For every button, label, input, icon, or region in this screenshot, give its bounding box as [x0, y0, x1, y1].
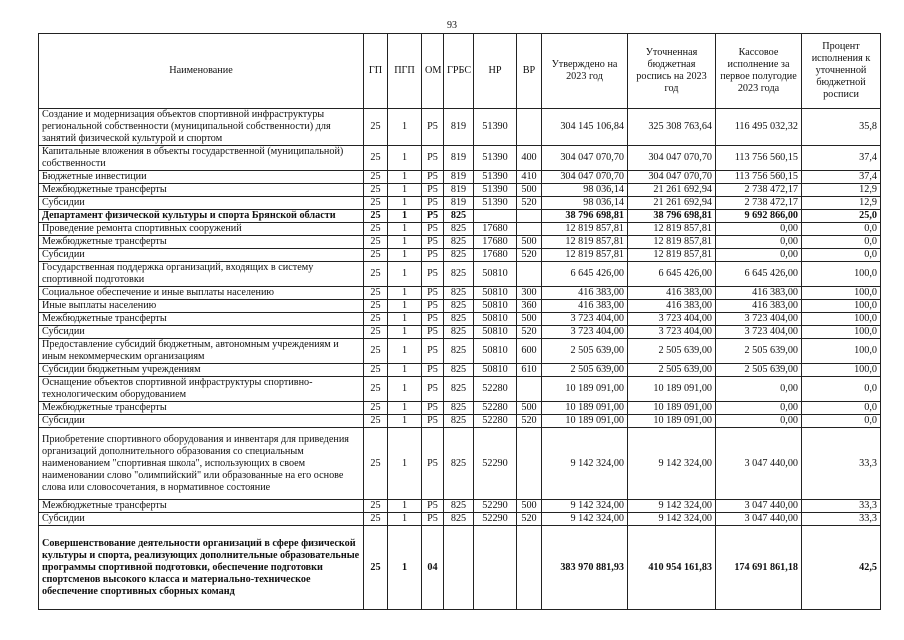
row-percent: 37,4 — [802, 146, 881, 171]
row-np: 51390 — [474, 197, 517, 210]
row-cash: 2 505 639,00 — [716, 364, 802, 377]
row-vr: 520 — [517, 415, 542, 428]
row-cash: 0,00 — [716, 249, 802, 262]
row-gp: 25 — [364, 109, 388, 146]
row-grbs: 825 — [444, 236, 474, 249]
row-name: Приобретение спортивного оборудования и инвентаря для приведения организаций дополнительного образования со специальным наименованием "спортивная школа", использующих в своем наименовании слово "олимпийский" или образованные на его основе слова или словосочетания, в нормативное состояние — [39, 428, 364, 500]
row-om: Р5 — [422, 377, 444, 402]
row-grbs: 825 — [444, 339, 474, 364]
table-row — [39, 326, 881, 339]
row-percent: 100,0 — [802, 313, 881, 326]
row-np: 50810 — [474, 364, 517, 377]
row-gp: 25 — [364, 184, 388, 197]
row-grbs: 825 — [444, 415, 474, 428]
header-grbs: ГРБС — [444, 34, 474, 109]
row-vr — [517, 210, 542, 223]
row-gp: 25 — [364, 236, 388, 249]
row-ppgp: 1 — [388, 287, 422, 300]
row-vr: 300 — [517, 287, 542, 300]
row-gp: 25 — [364, 249, 388, 262]
row-approved: 98 036,14 — [542, 184, 628, 197]
row-grbs: 825 — [444, 300, 474, 313]
table-row — [39, 415, 881, 428]
row-ppgp: 1 — [388, 236, 422, 249]
row-ppgp: 1 — [388, 109, 422, 146]
table-row — [39, 402, 881, 415]
row-np: 52290 — [474, 428, 517, 500]
row-name: Межбюджетные трансферты — [39, 313, 364, 326]
row-om: Р5 — [422, 197, 444, 210]
header-approved: Утверждено на 2023 год — [542, 34, 628, 109]
row-np: 50810 — [474, 339, 517, 364]
row-grbs: 825 — [444, 287, 474, 300]
table-row — [39, 428, 881, 500]
row-approved: 6 645 426,00 — [542, 262, 628, 287]
row-vr: 410 — [517, 171, 542, 184]
row-grbs: 819 — [444, 171, 474, 184]
row-approved: 10 189 091,00 — [542, 402, 628, 415]
row-om: Р5 — [422, 262, 444, 287]
table-row — [39, 184, 881, 197]
row-om: Р5 — [422, 402, 444, 415]
row-percent: 0,0 — [802, 402, 881, 415]
row-om: Р5 — [422, 300, 444, 313]
row-cash: 113 756 560,15 — [716, 171, 802, 184]
row-grbs: 819 — [444, 109, 474, 146]
table-row — [39, 171, 881, 184]
row-revised: 9 142 324,00 — [628, 513, 716, 526]
row-vr — [517, 262, 542, 287]
row-revised: 410 954 161,83 — [628, 526, 716, 610]
row-revised: 416 383,00 — [628, 300, 716, 313]
row-revised: 3 723 404,00 — [628, 326, 716, 339]
row-revised: 38 796 698,81 — [628, 210, 716, 223]
header-vr: ВР — [517, 34, 542, 109]
row-revised: 304 047 070,70 — [628, 146, 716, 171]
row-np: 51390 — [474, 184, 517, 197]
row-grbs — [444, 526, 474, 610]
row-ppgp: 1 — [388, 428, 422, 500]
row-cash: 0,00 — [716, 415, 802, 428]
row-om: Р5 — [422, 249, 444, 262]
row-np: 52280 — [474, 377, 517, 402]
row-percent: 0,0 — [802, 377, 881, 402]
row-ppgp: 1 — [388, 197, 422, 210]
header-percent: Процент исполнения к уточненной бюджетной росписи — [802, 34, 881, 109]
row-ppgp: 1 — [388, 364, 422, 377]
row-vr: 520 — [517, 326, 542, 339]
header-gp: ГП — [364, 34, 388, 109]
row-ppgp: 1 — [388, 171, 422, 184]
row-gp: 25 — [364, 287, 388, 300]
row-name: Совершенствование деятельности организаций в сфере физической культуры и спорта, реализующих дополнительные образовательные программы спортивной подготовки, обеспечение подготовки спортсменов высокого класса и материально-техническое обеспечение спортивных сборных команд — [39, 526, 364, 610]
row-name: Создание и модернизация объектов спортивной инфраструктуры региональной собственности (муниципальной собственности) для занятий физической культурой и спортом — [39, 109, 364, 146]
header-name: Наименование — [39, 34, 364, 109]
row-name: Оснащение объектов спортивной инфраструктуры спортивно-технологическим оборудованием — [39, 377, 364, 402]
row-revised: 9 142 324,00 — [628, 500, 716, 513]
row-om: Р5 — [422, 287, 444, 300]
row-percent: 0,0 — [802, 415, 881, 428]
row-grbs: 825 — [444, 313, 474, 326]
row-grbs: 825 — [444, 428, 474, 500]
row-np: 17680 — [474, 236, 517, 249]
row-cash: 0,00 — [716, 236, 802, 249]
row-ppgp: 1 — [388, 326, 422, 339]
row-gp: 25 — [364, 262, 388, 287]
table-row — [39, 109, 881, 146]
row-om: Р5 — [422, 236, 444, 249]
row-name: Межбюджетные трансферты — [39, 402, 364, 415]
row-cash: 416 383,00 — [716, 287, 802, 300]
row-grbs: 825 — [444, 513, 474, 526]
row-cash: 9 692 866,00 — [716, 210, 802, 223]
row-vr: 500 — [517, 184, 542, 197]
row-ppgp: 1 — [388, 513, 422, 526]
row-approved: 3 723 404,00 — [542, 313, 628, 326]
row-approved: 98 036,14 — [542, 197, 628, 210]
row-ppgp: 1 — [388, 249, 422, 262]
row-np: 52280 — [474, 402, 517, 415]
row-om: Р5 — [422, 513, 444, 526]
row-np: 50810 — [474, 313, 517, 326]
row-np: 51390 — [474, 171, 517, 184]
row-ppgp: 1 — [388, 184, 422, 197]
table-row — [39, 249, 881, 262]
row-np: 52280 — [474, 415, 517, 428]
table-row — [39, 339, 881, 364]
table-row — [39, 364, 881, 377]
row-percent: 33,3 — [802, 428, 881, 500]
row-np: 17680 — [474, 249, 517, 262]
row-gp: 25 — [364, 402, 388, 415]
row-vr — [517, 428, 542, 500]
row-vr — [517, 109, 542, 146]
row-name: Капитальные вложения в объекты государственной (муниципальной) собственности — [39, 146, 364, 171]
row-percent: 12,9 — [802, 197, 881, 210]
row-approved: 304 145 106,84 — [542, 109, 628, 146]
row-gp: 25 — [364, 146, 388, 171]
row-name: Межбюджетные трансферты — [39, 184, 364, 197]
header-cash: Кассовое исполнение за первое полугодие 2023 года — [716, 34, 802, 109]
row-revised: 325 308 763,64 — [628, 109, 716, 146]
row-vr — [517, 526, 542, 610]
table-row — [39, 236, 881, 249]
row-name: Субсидии — [39, 415, 364, 428]
row-gp: 25 — [364, 210, 388, 223]
row-cash: 174 691 861,18 — [716, 526, 802, 610]
page-number: 93 — [447, 20, 457, 31]
row-revised: 2 505 639,00 — [628, 364, 716, 377]
row-percent: 33,3 — [802, 513, 881, 526]
header-om: ОМ — [422, 34, 444, 109]
table-row — [39, 377, 881, 402]
row-vr — [517, 377, 542, 402]
row-revised: 3 723 404,00 — [628, 313, 716, 326]
row-gp: 25 — [364, 513, 388, 526]
row-gp: 25 — [364, 223, 388, 236]
row-percent: 33,3 — [802, 500, 881, 513]
row-percent: 37,4 — [802, 171, 881, 184]
row-revised: 416 383,00 — [628, 287, 716, 300]
row-name: Социальное обеспечение и иные выплаты населению — [39, 287, 364, 300]
row-cash: 0,00 — [716, 402, 802, 415]
row-grbs: 819 — [444, 146, 474, 171]
row-vr: 360 — [517, 300, 542, 313]
row-cash: 2 738 472,17 — [716, 184, 802, 197]
row-percent: 35,8 — [802, 109, 881, 146]
row-om: Р5 — [422, 500, 444, 513]
row-om: Р5 — [422, 146, 444, 171]
row-vr: 400 — [517, 146, 542, 171]
row-ppgp: 1 — [388, 500, 422, 513]
row-cash: 2 505 639,00 — [716, 339, 802, 364]
row-vr: 500 — [517, 500, 542, 513]
row-ppgp: 1 — [388, 415, 422, 428]
row-percent: 100,0 — [802, 300, 881, 313]
row-np: 52290 — [474, 500, 517, 513]
row-revised: 6 645 426,00 — [628, 262, 716, 287]
row-revised: 304 047 070,70 — [628, 171, 716, 184]
row-om: Р5 — [422, 223, 444, 236]
row-om: Р5 — [422, 109, 444, 146]
row-name: Проведение ремонта спортивных сооружений — [39, 223, 364, 236]
row-approved: 9 142 324,00 — [542, 428, 628, 500]
header-np: НР — [474, 34, 517, 109]
row-ppgp: 1 — [388, 223, 422, 236]
row-vr: 610 — [517, 364, 542, 377]
row-cash: 113 756 560,15 — [716, 146, 802, 171]
row-revised: 21 261 692,94 — [628, 184, 716, 197]
row-np — [474, 526, 517, 610]
row-grbs: 819 — [444, 197, 474, 210]
row-approved: 12 819 857,81 — [542, 249, 628, 262]
row-cash: 116 495 032,32 — [716, 109, 802, 146]
row-name: Субсидии — [39, 513, 364, 526]
row-approved: 2 505 639,00 — [542, 339, 628, 364]
row-ppgp: 1 — [388, 402, 422, 415]
row-ppgp: 1 — [388, 339, 422, 364]
row-om: Р5 — [422, 171, 444, 184]
row-om: Р5 — [422, 210, 444, 223]
row-revised: 9 142 324,00 — [628, 428, 716, 500]
row-vr: 520 — [517, 513, 542, 526]
table-body — [39, 109, 881, 610]
row-cash: 0,00 — [716, 377, 802, 402]
row-cash: 0,00 — [716, 223, 802, 236]
row-percent: 100,0 — [802, 364, 881, 377]
row-gp: 25 — [364, 377, 388, 402]
row-gp: 25 — [364, 339, 388, 364]
row-ppgp: 1 — [388, 262, 422, 287]
row-om: Р5 — [422, 326, 444, 339]
table-row — [39, 146, 881, 171]
row-om: Р5 — [422, 184, 444, 197]
table-row — [39, 313, 881, 326]
row-np: 50810 — [474, 300, 517, 313]
row-approved: 3 723 404,00 — [542, 326, 628, 339]
row-gp: 25 — [364, 415, 388, 428]
row-approved: 416 383,00 — [542, 287, 628, 300]
row-revised: 10 189 091,00 — [628, 402, 716, 415]
row-name: Субсидии бюджетным учреждениям — [39, 364, 364, 377]
table-row — [39, 526, 881, 610]
row-name: Государственная поддержка организаций, входящих в систему спортивной подготовки — [39, 262, 364, 287]
row-name: Департамент физической культуры и спорта Брянской области — [39, 210, 364, 223]
row-percent: 0,0 — [802, 249, 881, 262]
row-cash: 6 645 426,00 — [716, 262, 802, 287]
row-approved: 10 189 091,00 — [542, 377, 628, 402]
budget-table — [38, 33, 881, 610]
table-row — [39, 287, 881, 300]
row-gp: 25 — [364, 197, 388, 210]
row-om: Р5 — [422, 364, 444, 377]
row-ppgp: 1 — [388, 146, 422, 171]
row-np: 52290 — [474, 513, 517, 526]
row-vr — [517, 223, 542, 236]
row-cash: 3 047 440,00 — [716, 428, 802, 500]
row-approved: 383 970 881,93 — [542, 526, 628, 610]
row-cash: 2 738 472,17 — [716, 197, 802, 210]
row-name: Субсидии — [39, 197, 364, 210]
row-vr: 520 — [517, 249, 542, 262]
row-grbs: 825 — [444, 223, 474, 236]
row-percent: 25,0 — [802, 210, 881, 223]
row-percent: 12,9 — [802, 184, 881, 197]
row-approved: 12 819 857,81 — [542, 236, 628, 249]
row-approved: 9 142 324,00 — [542, 513, 628, 526]
row-ppgp: 1 — [388, 210, 422, 223]
row-approved: 12 819 857,81 — [542, 223, 628, 236]
row-vr: 500 — [517, 402, 542, 415]
table-row — [39, 300, 881, 313]
row-revised: 10 189 091,00 — [628, 377, 716, 402]
row-om: Р5 — [422, 428, 444, 500]
table-row — [39, 223, 881, 236]
row-np: 50810 — [474, 262, 517, 287]
row-cash: 3 047 440,00 — [716, 513, 802, 526]
row-np: 51390 — [474, 109, 517, 146]
row-om: Р5 — [422, 415, 444, 428]
row-approved: 38 796 698,81 — [542, 210, 628, 223]
row-ppgp: 1 — [388, 377, 422, 402]
row-grbs: 825 — [444, 364, 474, 377]
row-grbs: 825 — [444, 402, 474, 415]
row-percent: 100,0 — [802, 287, 881, 300]
row-name: Межбюджетные трансферты — [39, 236, 364, 249]
row-name: Межбюджетные трансферты — [39, 500, 364, 513]
row-om: 04 — [422, 526, 444, 610]
row-grbs: 819 — [444, 184, 474, 197]
row-np: 50810 — [474, 287, 517, 300]
row-approved: 304 047 070,70 — [542, 171, 628, 184]
row-om: Р5 — [422, 313, 444, 326]
row-np: 51390 — [474, 146, 517, 171]
row-ppgp: 1 — [388, 526, 422, 610]
row-percent: 0,0 — [802, 236, 881, 249]
row-revised: 12 819 857,81 — [628, 249, 716, 262]
row-percent: 100,0 — [802, 262, 881, 287]
row-np: 17680 — [474, 223, 517, 236]
row-gp: 25 — [364, 326, 388, 339]
row-approved: 304 047 070,70 — [542, 146, 628, 171]
row-name: Иные выплаты населению — [39, 300, 364, 313]
row-vr: 500 — [517, 313, 542, 326]
table-row — [39, 500, 881, 513]
row-grbs: 825 — [444, 500, 474, 513]
table-header-row — [39, 34, 881, 109]
row-revised: 21 261 692,94 — [628, 197, 716, 210]
row-cash: 416 383,00 — [716, 300, 802, 313]
table-row — [39, 210, 881, 223]
row-name: Предоставление субсидий бюджетным, автономным учреждениям и иным некоммерческим организациям — [39, 339, 364, 364]
row-grbs: 825 — [444, 249, 474, 262]
row-np — [474, 210, 517, 223]
row-vr: 500 — [517, 236, 542, 249]
row-gp: 25 — [364, 500, 388, 513]
row-np: 50810 — [474, 326, 517, 339]
row-gp: 25 — [364, 526, 388, 610]
row-gp: 25 — [364, 364, 388, 377]
row-ppgp: 1 — [388, 300, 422, 313]
row-gp: 25 — [364, 313, 388, 326]
table-row — [39, 513, 881, 526]
row-percent: 100,0 — [802, 326, 881, 339]
row-percent: 0,0 — [802, 223, 881, 236]
row-grbs: 825 — [444, 326, 474, 339]
row-revised: 12 819 857,81 — [628, 236, 716, 249]
row-approved: 416 383,00 — [542, 300, 628, 313]
row-vr: 600 — [517, 339, 542, 364]
row-percent: 42,5 — [802, 526, 881, 610]
row-vr: 520 — [517, 197, 542, 210]
header-revised: Уточненная бюджетная роспись на 2023 год — [628, 34, 716, 109]
header-ppgp: ПГП — [388, 34, 422, 109]
row-grbs: 825 — [444, 210, 474, 223]
row-gp: 25 — [364, 171, 388, 184]
row-percent: 100,0 — [802, 339, 881, 364]
row-approved: 2 505 639,00 — [542, 364, 628, 377]
table-row — [39, 262, 881, 287]
row-om: Р5 — [422, 339, 444, 364]
row-revised: 12 819 857,81 — [628, 223, 716, 236]
row-name: Субсидии — [39, 326, 364, 339]
row-approved: 10 189 091,00 — [542, 415, 628, 428]
row-revised: 2 505 639,00 — [628, 339, 716, 364]
row-cash: 3 047 440,00 — [716, 500, 802, 513]
row-gp: 25 — [364, 300, 388, 313]
row-gp: 25 — [364, 428, 388, 500]
row-cash: 3 723 404,00 — [716, 313, 802, 326]
table-row — [39, 197, 881, 210]
row-revised: 10 189 091,00 — [628, 415, 716, 428]
row-cash: 3 723 404,00 — [716, 326, 802, 339]
row-ppgp: 1 — [388, 313, 422, 326]
row-approved: 9 142 324,00 — [542, 500, 628, 513]
row-name: Субсидии — [39, 249, 364, 262]
row-name: Бюджетные инвестиции — [39, 171, 364, 184]
row-grbs: 825 — [444, 377, 474, 402]
row-grbs: 825 — [444, 262, 474, 287]
